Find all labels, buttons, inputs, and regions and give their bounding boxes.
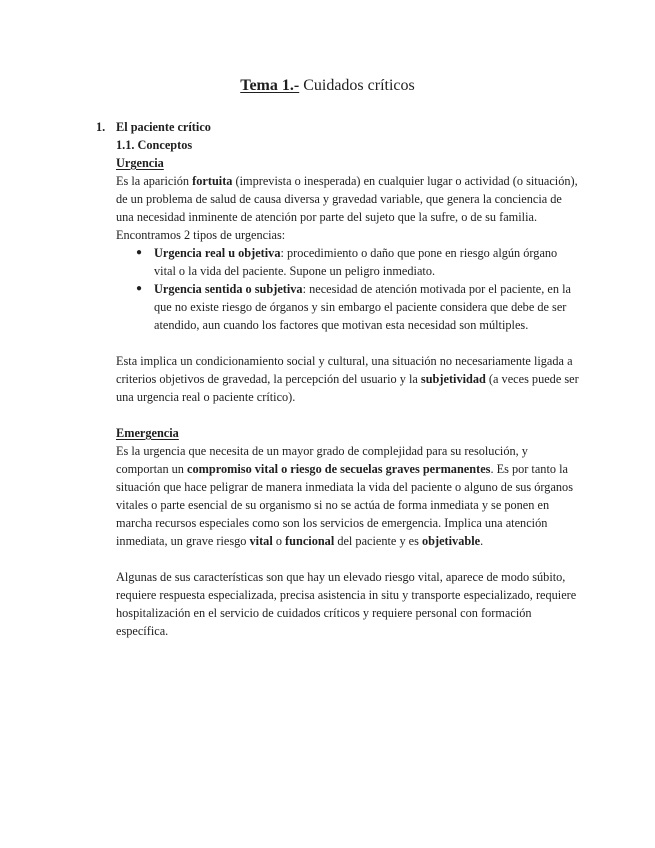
bullet-icon: ● [136,247,143,258]
spacer [116,406,581,424]
urgencia-types-list [116,244,581,334]
bold-term: Urgencia sentida o subjetiva [154,282,303,296]
bold-term: compromiso vital o riesgo de secuelas graves permanentes [187,462,491,476]
text-run: o [272,534,286,548]
spacer [116,334,581,352]
list-item [136,280,581,334]
bold-term: subjetividad [420,372,486,386]
section-number: 1. [96,120,106,134]
emergencia-heading: Emergencia [116,426,179,440]
text-run: . [480,534,484,548]
list-item [136,244,581,280]
text-run: del paciente y es [334,534,422,548]
bold-term: funcional [285,534,335,548]
text-run: . Es por tanto la situación que hace peligrar de manera inmediata la vida del paciente o alguno de sus órganos vitales o parte esencial de su organismo si no se actúa de forma inmediata y se ponen en marcha recursos especiales como son los servicios de emergencia. Implica una atención inmediata, un grave riesgo [116,462,573,548]
section-paciente-critico [96,118,586,640]
spacer [116,550,581,568]
urgencia-paragraph-1 [116,172,581,244]
text-run: (imprevista o inesperada) en cualquier lugar o actividad (o situación), de un problema de salud de causa diversa y gravedad variable, que genera la conciencia de una necesidad inminente de atención por parte del sujeto que la sufre, o de su familia. Encontramos 2 tipos de urgencias: [116,174,578,242]
section-body [116,136,581,640]
urgencia-paragraph-2 [116,352,581,406]
emergencia-paragraph-2: Algunas de sus características son que hay un elevado riesgo vital, aparece de modo súbito, requiere respuesta especializada, precisa asistencia in situ y transporte especializado, requiere hospitalización en el servicio de cuidados críticos y requiere personal con formación específica. [116,570,577,638]
text-run: Es la urgencia que necesita de un mayor grado de complejidad para su resolución, y comportan un [116,444,528,476]
page-title [0,76,655,96]
text-run: : necesidad de atención motivada por el paciente, en la que no existe riesgo de órganos y sin embargo el paciente considera que debe de ser atendido, aun cuando los factores que motivan esta necesidad son múltiples. [154,282,571,332]
bullet-icon: ● [136,283,143,294]
title-rest: Cuidados críticos [299,77,415,94]
bold-term: Urgencia real u objetiva [154,246,281,260]
text-run: Esta implica un condicionamiento social y cultural, una situación no necesariamente ligada a criterios objetivos de gravedad, la percepción del usuario y la [116,354,573,386]
emergencia-paragraph-1 [116,442,581,550]
text-run: : procedimiento o daño que pone en riesgo algún órgano vital o la vida del paciente. Supone un peligro inmediato. [154,246,558,278]
text-run: (a veces puede ser una urgencia real o paciente crítico). [116,372,579,404]
bold-term: fortuita [192,174,233,188]
bold-term: vital [249,534,273,548]
title-lead: Tema 1.- [240,77,300,94]
section-heading-text: El paciente crítico [116,120,211,134]
bold-term: objetivable [422,534,481,548]
text-run: Es la aparición [116,174,193,188]
urgencia-heading: Urgencia [116,156,164,170]
section-heading [96,118,586,136]
subsection-heading: 1.1. Conceptos [116,138,193,152]
